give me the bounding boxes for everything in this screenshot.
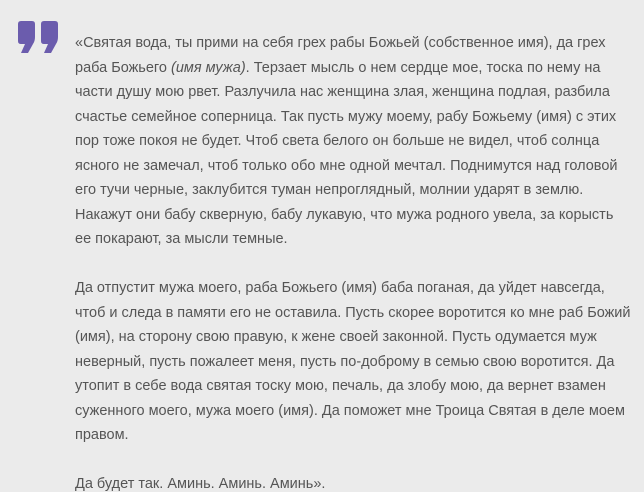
paragraph-text: «Святая вода, ты прими на себя грех рабы Божьей (собственное имя), да грех раба Божьего — [75, 35, 606, 76]
quote-paragraph: Да отпустит мужа моего, раба Божьего (имя) баба поганая, да уйдет навсегда, чтоб и следа в памяти его не оставила. Пусть скорее воротится ко мне раб Божий (имя), на сторону свою правую, к жене своей законной. Пусть одумается муж неверный, пусть пожалеет меня, пусть по-доброму в семью свою воротится. Да утопит в себе вода святая тоску мою, печаль, да злобу мою, да вернет взамен суженного моего, мужа моего (имя). Да поможет мне Троица Святая в деле моем правом. — [75, 280, 631, 443]
paragraph-text: . Терзает мысль о нем сердце мое, тоска по нему на части душу мою рвет. Разлучила нас женщина злая, женщина подлая, разбила счастье семейное соперница. Так пусть мужу моему, рабу Божьему (имя) с этих пор тоже покоя не будет. Чтоб света белого он больше не видел, чтоб солнца ясного не замечал, чтоб только обо мне одной мечтал. Поднимутся над головой его тучи черные, заклубится туман непроглядный, молнии ударят в землю. Накажут они бабу скверную, бабу лукавую, что мужа родного увела, за корысть ее покарают, за мысли темные. — [75, 59, 618, 247]
quote-paragraph: Да будет так. Аминь. Аминь. Аминь». — [75, 476, 326, 492]
quote-mark-icon — [16, 20, 60, 54]
quote-text — [75, 31, 633, 492]
quote-paragraph — [75, 31, 633, 252]
paragraph-italic-text: (имя мужа) — [171, 59, 246, 76]
